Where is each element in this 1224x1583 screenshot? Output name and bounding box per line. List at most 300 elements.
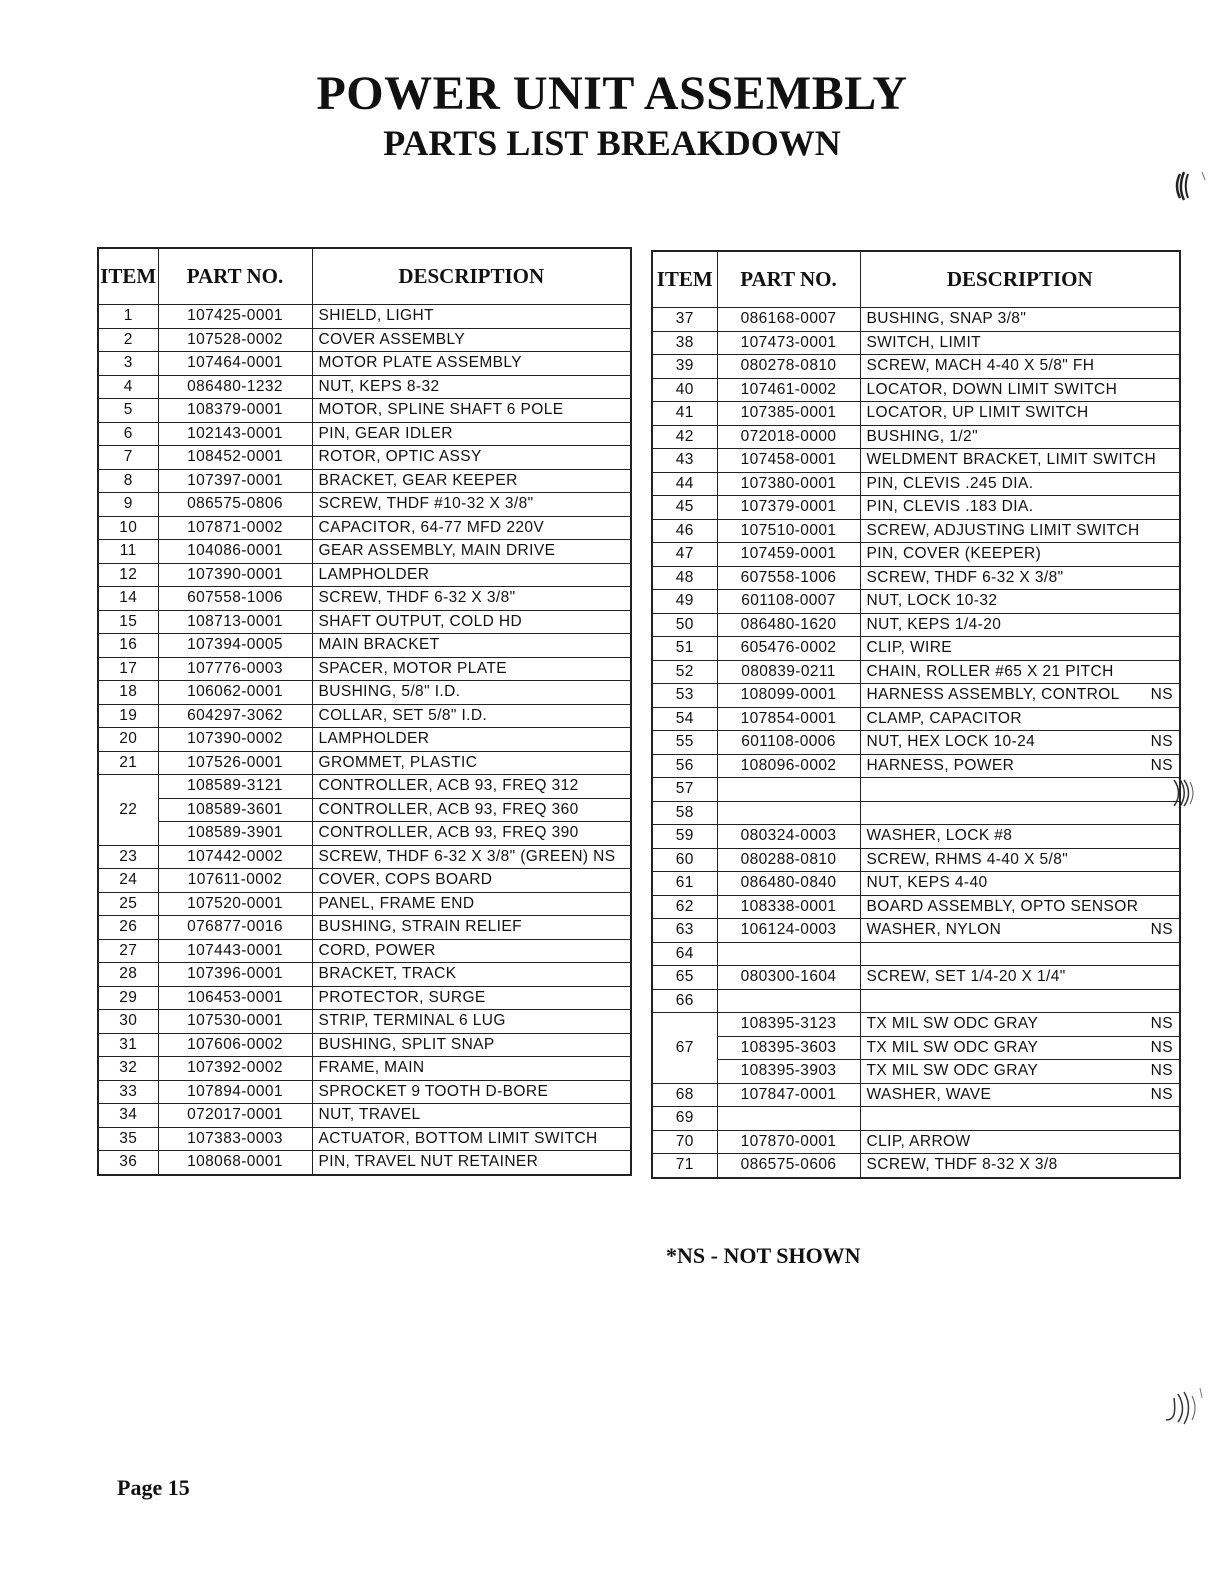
- description-cell: [312, 1127, 631, 1151]
- item-number: 19: [98, 704, 158, 728]
- table-row: [98, 375, 631, 399]
- part-number: 108452-0001: [158, 446, 312, 470]
- part-number: 107390-0002: [158, 728, 312, 752]
- table-row: [98, 1010, 631, 1034]
- description-text: LOCATOR, DOWN LIMIT SWITCH: [866, 380, 1118, 398]
- description-text: PIN, CLEVIS .183 DIA.: [866, 498, 1034, 516]
- not-shown-flag: NS: [1150, 686, 1173, 704]
- part-number: 601108-0006: [717, 731, 860, 755]
- table-row: [98, 610, 631, 634]
- not-shown-flag: NS: [1150, 1062, 1173, 1080]
- item-number: 27: [98, 939, 158, 963]
- item-number: 24: [98, 869, 158, 893]
- description-text: SWITCH, LIMIT: [866, 333, 982, 351]
- item-number: 64: [652, 942, 717, 966]
- table-row: [98, 892, 631, 916]
- table-row: [98, 657, 631, 681]
- description-cell: [312, 704, 631, 728]
- part-number: 104086-0001: [158, 540, 312, 564]
- part-number: 107464-0001: [158, 352, 312, 376]
- description-cell: [860, 613, 1180, 637]
- description-text: ROTOR, OPTIC ASSY: [318, 448, 482, 466]
- item-number: 42: [652, 425, 717, 449]
- part-number: 107394-0005: [158, 634, 312, 658]
- part-number: [717, 778, 860, 802]
- table-row: [652, 778, 1180, 802]
- description-cell: [860, 707, 1180, 731]
- description-text: PIN, CLEVIS .245 DIA.: [866, 474, 1034, 492]
- description-cell: [860, 966, 1180, 990]
- part-no-header: PART NO.: [717, 251, 860, 308]
- part-number: 107473-0001: [717, 331, 860, 355]
- description-text: MOTOR, SPLINE SHAFT 6 POLE: [318, 401, 564, 419]
- description-cell: [860, 496, 1180, 520]
- part-number: 107528-0002: [158, 328, 312, 352]
- description-cell: [860, 402, 1180, 426]
- part-number: [717, 942, 860, 966]
- table-row: [98, 916, 631, 940]
- part-number: 107870-0001: [717, 1130, 860, 1154]
- part-number: 107530-0001: [158, 1010, 312, 1034]
- part-number: 080324-0003: [717, 825, 860, 849]
- description-text: TX MIL SW ODC GRAY: [866, 1015, 1039, 1033]
- table-row: [98, 516, 631, 540]
- description-text: NUT, KEPS 1/4-20: [866, 615, 1002, 633]
- part-number: 107458-0001: [717, 449, 860, 473]
- table-row: [98, 540, 631, 564]
- description-cell: [312, 728, 631, 752]
- description-cell: [312, 587, 631, 611]
- table-row: [652, 754, 1180, 778]
- part-number: 107390-0001: [158, 563, 312, 587]
- description-cell: [312, 540, 631, 564]
- table-row: [98, 728, 631, 752]
- part-number: 106062-0001: [158, 681, 312, 705]
- item-number: 30: [98, 1010, 158, 1034]
- table-row: [652, 731, 1180, 755]
- part-number: 107459-0001: [717, 543, 860, 567]
- description-text: CLIP, ARROW: [866, 1132, 971, 1150]
- part-number: 106124-0003: [717, 919, 860, 943]
- table-row: [98, 469, 631, 493]
- description-cell: [860, 1013, 1180, 1037]
- table-row: [98, 963, 631, 987]
- item-number: 48: [652, 566, 717, 590]
- description-cell: [312, 775, 631, 799]
- description-text: PANEL, FRAME END: [318, 894, 475, 912]
- table-row: [98, 845, 631, 869]
- item-number: 17: [98, 657, 158, 681]
- part-number: 107510-0001: [717, 519, 860, 543]
- description-text: SCREW, THDF 6-32 X 3/8": [318, 589, 516, 607]
- part-number: 107606-0002: [158, 1033, 312, 1057]
- table-row: [652, 308, 1180, 332]
- description-cell: [860, 919, 1180, 943]
- item-number: 16: [98, 634, 158, 658]
- description-text: NUT, TRAVEL: [318, 1106, 421, 1124]
- description-cell: [312, 1151, 631, 1175]
- description-text: STRIP, TERMINAL 6 LUG: [318, 1012, 506, 1030]
- description-text: WASHER, NYLON: [866, 921, 1002, 939]
- description-text: WASHER, WAVE: [866, 1085, 992, 1103]
- table-row: [98, 822, 631, 846]
- part-number: 108395-3903: [717, 1060, 860, 1084]
- description-cell: [312, 916, 631, 940]
- description-cell: [312, 446, 631, 470]
- item-number: 10: [98, 516, 158, 540]
- part-number: 604297-3062: [158, 704, 312, 728]
- description-text: SCREW, THDF 6-32 X 3/8": [866, 568, 1064, 586]
- table-row: [98, 751, 631, 775]
- item-number: 55: [652, 731, 717, 755]
- description-cell: [312, 305, 631, 329]
- part-number: 107520-0001: [158, 892, 312, 916]
- part-number: 108589-3901: [158, 822, 312, 846]
- description-cell: [312, 610, 631, 634]
- description-text: HARNESS ASSEMBLY, CONTROL: [866, 686, 1120, 704]
- item-number: 61: [652, 872, 717, 896]
- description-cell: [860, 731, 1180, 755]
- table-row: [652, 543, 1180, 567]
- description-cell: [312, 422, 631, 446]
- description-cell: [860, 754, 1180, 778]
- description-cell: [312, 869, 631, 893]
- description-text: NUT, HEX LOCK 10-24: [866, 733, 1036, 751]
- table-row: [98, 1127, 631, 1151]
- item-number: 29: [98, 986, 158, 1010]
- description-text: BRACKET, GEAR KEEPER: [318, 471, 518, 489]
- item-number: 7: [98, 446, 158, 470]
- description-cell: [312, 1010, 631, 1034]
- part-number: 076877-0016: [158, 916, 312, 940]
- item-number: 3: [98, 352, 158, 376]
- table-row: [98, 1104, 631, 1128]
- table-row: [652, 801, 1180, 825]
- description-cell: [860, 355, 1180, 379]
- description-cell: [860, 519, 1180, 543]
- description-text: COVER, COPS BOARD: [318, 871, 493, 889]
- item-number: 32: [98, 1057, 158, 1081]
- table-row: [652, 895, 1180, 919]
- description-cell: [312, 963, 631, 987]
- description-text: SHAFT OUTPUT, COLD HD: [318, 612, 523, 630]
- description-text: BRACKET, TRACK: [318, 965, 457, 983]
- description-cell: [312, 681, 631, 705]
- description-cell: [860, 1036, 1180, 1060]
- description-cell: [312, 516, 631, 540]
- table-header-row: [652, 251, 1180, 308]
- item-header: ITEM: [652, 251, 717, 308]
- description-cell: [860, 778, 1180, 802]
- description-cell: [312, 939, 631, 963]
- item-number: 20: [98, 728, 158, 752]
- item-number: 14: [98, 587, 158, 611]
- description-cell: [312, 892, 631, 916]
- part-number: 107442-0002: [158, 845, 312, 869]
- description-text: PIN, COVER (KEEPER): [866, 545, 1042, 563]
- part-number: 107894-0001: [158, 1080, 312, 1104]
- table-row: [98, 493, 631, 517]
- part-number: 107776-0003: [158, 657, 312, 681]
- description-cell: [312, 352, 631, 376]
- item-number: 60: [652, 848, 717, 872]
- description-text: CLAMP, CAPACITOR: [866, 709, 1022, 727]
- part-number: 086480-1232: [158, 375, 312, 399]
- item-number: 58: [652, 801, 717, 825]
- parts-table-right: [651, 250, 1181, 1179]
- description-text: SCREW, THDF 8-32 X 3/8: [866, 1156, 1058, 1174]
- description-text: SCREW, THDF #10-32 X 3/8": [318, 495, 534, 513]
- description-text: CONTROLLER, ACB 93, FREQ 390: [318, 824, 579, 842]
- table-row: [652, 378, 1180, 402]
- part-number: 108589-3121: [158, 775, 312, 799]
- description-text: BUSHING, SNAP 3/8": [866, 310, 1027, 328]
- description-text: MAIN BRACKET: [318, 636, 440, 654]
- item-number: 59: [652, 825, 717, 849]
- part-number: 107526-0001: [158, 751, 312, 775]
- part-number: 107397-0001: [158, 469, 312, 493]
- description-cell: [860, 308, 1180, 332]
- description-cell: [860, 825, 1180, 849]
- scan-mark-icon: [1172, 168, 1212, 204]
- part-number: [717, 989, 860, 1013]
- item-number: 18: [98, 681, 158, 705]
- item-number: 63: [652, 919, 717, 943]
- parts-table-left: [97, 247, 632, 1176]
- item-number: 11: [98, 540, 158, 564]
- description-text: BUSHING, SPLIT SNAP: [318, 1035, 495, 1053]
- page-subtitle: PARTS LIST BREAKDOWN: [383, 123, 841, 163]
- description-text: SCREW, MACH 4-40 X 5/8" FH: [866, 357, 1095, 375]
- table-row: [652, 402, 1180, 426]
- table-row: [98, 1057, 631, 1081]
- description-text: WELDMENT BRACKET, LIMIT SWITCH: [866, 451, 1157, 469]
- description-text: SCREW, ADJUSTING LIMIT SWITCH: [866, 521, 1140, 539]
- table-row: [652, 1036, 1180, 1060]
- item-number: 40: [652, 378, 717, 402]
- item-number: 39: [652, 355, 717, 379]
- description-text: ACTUATOR, BOTTOM LIMIT SWITCH: [318, 1129, 598, 1147]
- table-row: [98, 1080, 631, 1104]
- description-cell: [312, 845, 631, 869]
- description-text: HARNESS, POWER: [866, 756, 1015, 774]
- description-cell: [860, 989, 1180, 1013]
- item-number: 22: [98, 775, 158, 846]
- item-number: 37: [652, 308, 717, 332]
- part-number: 108096-0002: [717, 754, 860, 778]
- part-number: 080839-0211: [717, 660, 860, 684]
- table-row: [652, 1013, 1180, 1037]
- table-row: [652, 825, 1180, 849]
- table-row: [652, 566, 1180, 590]
- part-number: 107396-0001: [158, 963, 312, 987]
- description-text: LOCATOR, UP LIMIT SWITCH: [866, 404, 1089, 422]
- description-cell: [860, 449, 1180, 473]
- part-number: 108099-0001: [717, 684, 860, 708]
- table-row: [98, 869, 631, 893]
- description-cell: [860, 942, 1180, 966]
- description-text: CLIP, WIRE: [866, 639, 953, 657]
- part-number: 107385-0001: [717, 402, 860, 426]
- part-number: 086480-1620: [717, 613, 860, 637]
- table-row: [652, 1130, 1180, 1154]
- table-row: [652, 707, 1180, 731]
- part-number: 072018-0000: [717, 425, 860, 449]
- description-text: LAMPHOLDER: [318, 565, 430, 583]
- description-cell: [860, 1130, 1180, 1154]
- description-cell: [312, 1104, 631, 1128]
- description-cell: [312, 399, 631, 423]
- scan-mark-icon: [1162, 1384, 1206, 1428]
- description-cell: [860, 1107, 1180, 1131]
- table-row: [652, 1154, 1180, 1178]
- description-text: TX MIL SW ODC GRAY: [866, 1038, 1039, 1056]
- part-number: 605476-0002: [717, 637, 860, 661]
- item-number: 2: [98, 328, 158, 352]
- table-row: [652, 1107, 1180, 1131]
- description-text: CONTROLLER, ACB 93, FREQ 312: [318, 777, 579, 795]
- description-cell: [312, 1057, 631, 1081]
- description-cell: [860, 378, 1180, 402]
- description-text: NUT, KEPS 4-40: [866, 874, 988, 892]
- description-cell: [860, 895, 1180, 919]
- table-row: [98, 305, 631, 329]
- description-text: LAMPHOLDER: [318, 730, 430, 748]
- item-number: 45: [652, 496, 717, 520]
- part-no-header: PART NO.: [158, 248, 312, 305]
- description-cell: [312, 469, 631, 493]
- part-number: 107847-0001: [717, 1083, 860, 1107]
- description-text: SPROCKET 9 TOOTH D-BORE: [318, 1082, 549, 1100]
- item-number: 49: [652, 590, 717, 614]
- item-number: 6: [98, 422, 158, 446]
- item-number: 1: [98, 305, 158, 329]
- table-row: [652, 355, 1180, 379]
- description-cell: [860, 543, 1180, 567]
- table-row: [98, 939, 631, 963]
- item-number: 36: [98, 1151, 158, 1175]
- part-number: 107871-0002: [158, 516, 312, 540]
- item-number: 62: [652, 895, 717, 919]
- description-cell: [860, 872, 1180, 896]
- description-cell: [860, 472, 1180, 496]
- description-text: MOTOR PLATE ASSEMBLY: [318, 354, 523, 372]
- description-cell: [860, 637, 1180, 661]
- part-number: 107380-0001: [717, 472, 860, 496]
- table-row: [98, 328, 631, 352]
- description-text: BOARD ASSEMBLY, OPTO SENSOR: [866, 897, 1139, 915]
- item-number: 25: [98, 892, 158, 916]
- item-number: 28: [98, 963, 158, 987]
- description-text: WASHER, LOCK #8: [866, 827, 1013, 845]
- description-text: COVER ASSEMBLY: [318, 330, 466, 348]
- item-number: 26: [98, 916, 158, 940]
- table-row: [652, 919, 1180, 943]
- not-shown-flag: NS: [1150, 756, 1173, 774]
- table-row: [652, 425, 1180, 449]
- item-number: 31: [98, 1033, 158, 1057]
- item-number: 70: [652, 1130, 717, 1154]
- table-row: [652, 1083, 1180, 1107]
- not-shown-flag: NS: [1150, 1038, 1173, 1056]
- part-number: 107379-0001: [717, 496, 860, 520]
- part-number: 607558-1006: [717, 566, 860, 590]
- part-number: 108068-0001: [158, 1151, 312, 1175]
- description-cell: [860, 1083, 1180, 1107]
- table-row: [652, 1060, 1180, 1084]
- part-number: 086575-0806: [158, 493, 312, 517]
- description-cell: [312, 798, 631, 822]
- part-number: 107443-0001: [158, 939, 312, 963]
- description-cell: [312, 1033, 631, 1057]
- part-number: 107461-0002: [717, 378, 860, 402]
- description-text: TX MIL SW ODC GRAY: [866, 1062, 1039, 1080]
- description-text: SCREW, SET 1/4-20 X 1/4": [866, 968, 1066, 986]
- description-cell: [860, 684, 1180, 708]
- table-row: [652, 496, 1180, 520]
- description-text: PIN, TRAVEL NUT RETAINER: [318, 1153, 539, 1171]
- description-cell: [860, 566, 1180, 590]
- table-row: [98, 422, 631, 446]
- table-row: [652, 472, 1180, 496]
- description-text: SHIELD, LIGHT: [318, 307, 434, 325]
- item-number: 66: [652, 989, 717, 1013]
- table-row: [98, 1033, 631, 1057]
- part-number: 601108-0007: [717, 590, 860, 614]
- description-text: FRAME, MAIN: [318, 1059, 425, 1077]
- table-row: [98, 352, 631, 376]
- item-number: 68: [652, 1083, 717, 1107]
- description-text: SCREW, RHMS 4-40 X 5/8": [866, 850, 1069, 868]
- part-number: 108395-3123: [717, 1013, 860, 1037]
- item-number: 4: [98, 375, 158, 399]
- part-number: [717, 801, 860, 825]
- part-number: 107392-0002: [158, 1057, 312, 1081]
- part-number: 108713-0001: [158, 610, 312, 634]
- part-number: 107611-0002: [158, 869, 312, 893]
- description-cell: [312, 563, 631, 587]
- description-text: BUSHING, STRAIN RELIEF: [318, 918, 522, 936]
- table-row: [98, 563, 631, 587]
- not-shown-flag: NS: [1150, 1015, 1173, 1033]
- description-cell: [860, 425, 1180, 449]
- table-row: [98, 775, 631, 799]
- description-text: CORD, POWER: [318, 941, 436, 959]
- item-number: 57: [652, 778, 717, 802]
- description-text: CHAIN, ROLLER #65 X 21 PITCH: [866, 662, 1114, 680]
- description-cell: [860, 1154, 1180, 1178]
- page-number: Page 15: [117, 1475, 190, 1500]
- table-row: [98, 587, 631, 611]
- table-row: [98, 399, 631, 423]
- part-number: 108379-0001: [158, 399, 312, 423]
- description-cell: [860, 801, 1180, 825]
- description-text: PROTECTOR, SURGE: [318, 988, 486, 1006]
- description-text: SPACER, MOTOR PLATE: [318, 659, 507, 677]
- part-number: 607558-1006: [158, 587, 312, 611]
- part-number: 102143-0001: [158, 422, 312, 446]
- item-number: 8: [98, 469, 158, 493]
- part-number: 086575-0606: [717, 1154, 860, 1178]
- description-text: SCREW, THDF 6-32 X 3/8" (GREEN) NS: [318, 847, 616, 865]
- description-cell: [312, 751, 631, 775]
- item-number: 43: [652, 449, 717, 473]
- item-number: 9: [98, 493, 158, 517]
- description-text: BUSHING, 1/2": [866, 427, 978, 445]
- table-row: [652, 872, 1180, 896]
- description-cell: [860, 660, 1180, 684]
- item-number: 65: [652, 966, 717, 990]
